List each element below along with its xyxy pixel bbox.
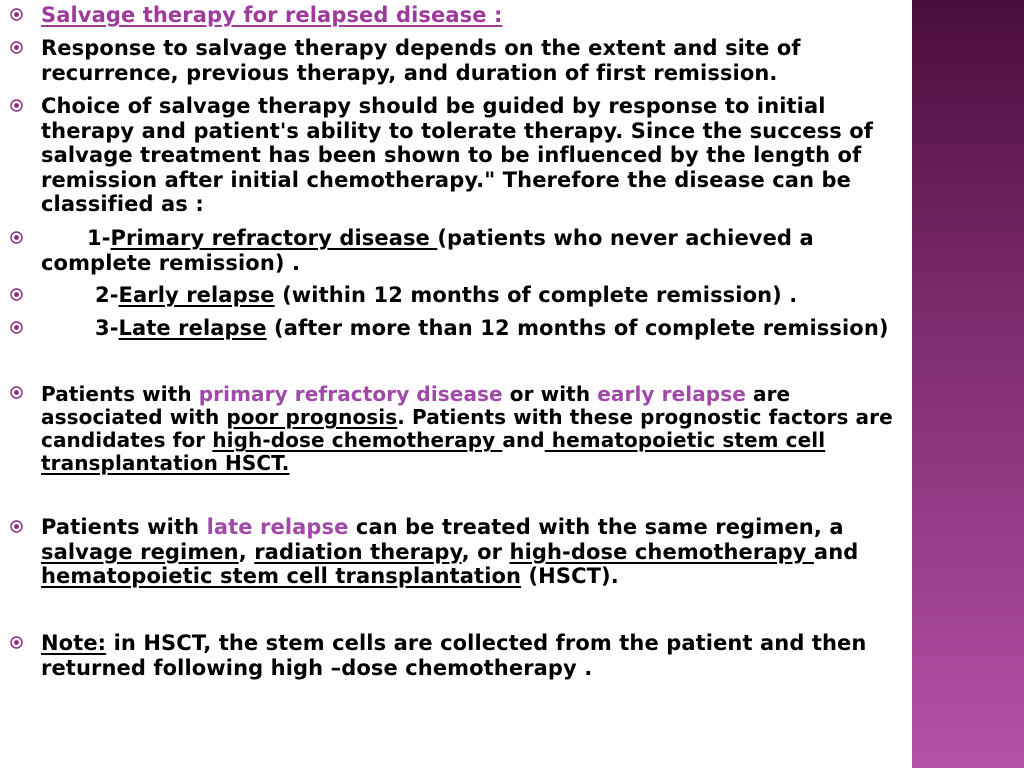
circle-dot-bullet-icon (10, 99, 23, 112)
term-late-relapse: Late relapse (118, 316, 267, 340)
circle-dot-bullet-icon (10, 386, 23, 399)
item-number: 1- (87, 226, 111, 250)
term-description: (patients who never achieved a complete remission) . (41, 226, 814, 275)
note-text: in HSCT, the stem cells are collected from the patient and then returned following high –dose chemotherapy . (41, 631, 867, 680)
text-run: Patients with (41, 515, 207, 539)
underline-hsct: hematopoietic stem cell transplantation HSCT. (41, 428, 826, 475)
bullet-text (41, 631, 901, 680)
text-run: (HSCT). (521, 564, 619, 588)
underline-salvage-regimen: salvage regimen (41, 539, 239, 564)
circle-dot-bullet-icon (10, 636, 23, 649)
circle-dot-bullet-icon (10, 520, 23, 533)
term-description: (after more than 12 months of complete remission) (266, 316, 889, 340)
item-number: 2- (95, 283, 119, 307)
highlight-late-relapse: late relapse (206, 515, 349, 539)
highlight-primary-refractory: primary refractory disease (198, 382, 503, 406)
underline-high-dose-chemo: high-dose chemotherapy (212, 428, 503, 452)
slide-title (41, 3, 901, 28)
underline-radiation-therapy: radiation therapy (254, 539, 462, 564)
item-number: 3- (95, 316, 119, 340)
text-run: and (813, 539, 859, 564)
underline-poor-prognosis: poor prognosis (226, 405, 398, 429)
term-description: (within 12 months of complete remission) . (274, 283, 798, 307)
term-early-relapse: Early relapse (118, 283, 275, 307)
title-text: Salvage therapy for relapsed disease : (41, 3, 503, 27)
text-run: , (238, 539, 255, 564)
note-label: Note: (41, 631, 107, 655)
underline-hsct: hematopoietic stem cell transplantation (41, 564, 522, 588)
bullet-text: Choice of salvage therapy should be guided by response to initial therapy and patient's ability to tolerate therapy. Since the success of salvage treatment has been shown to be influenced by the length of remission after initial chemotherapy." Therefore the disease can be classified as : (41, 94, 874, 216)
circle-dot-bullet-icon (10, 41, 23, 54)
term-primary-refractory: Primary refractory disease (110, 226, 438, 250)
bullet-text (41, 383, 901, 475)
text-run: or with (502, 382, 598, 406)
text-run: and (502, 428, 545, 452)
text-run: Patients with (41, 382, 199, 406)
bullet-text (41, 316, 901, 341)
text-run: are associated with (41, 382, 791, 429)
highlight-early-relapse: early relapse (597, 382, 746, 406)
circle-dot-bullet-icon (10, 231, 23, 244)
text-run: can be treated with the same regimen, a (348, 515, 844, 539)
circle-dot-bullet-icon (10, 288, 23, 301)
circle-dot-bullet-icon (10, 8, 23, 21)
bullet-text (41, 283, 901, 308)
underline-high-dose-chemo: high-dose chemotherapy (509, 539, 814, 564)
circle-dot-bullet-icon (10, 321, 23, 334)
bullet-text: Response to salvage therapy depends on the extent and site of recurrence, previous therapy, and duration of first remission. (41, 36, 801, 85)
bullet-text (41, 515, 901, 589)
text-run: . Patients with these prognostic factors are candidates for (41, 405, 893, 452)
text-run: , or (461, 539, 510, 564)
bullet-text (41, 226, 901, 275)
decorative-sidebar (912, 0, 1024, 768)
